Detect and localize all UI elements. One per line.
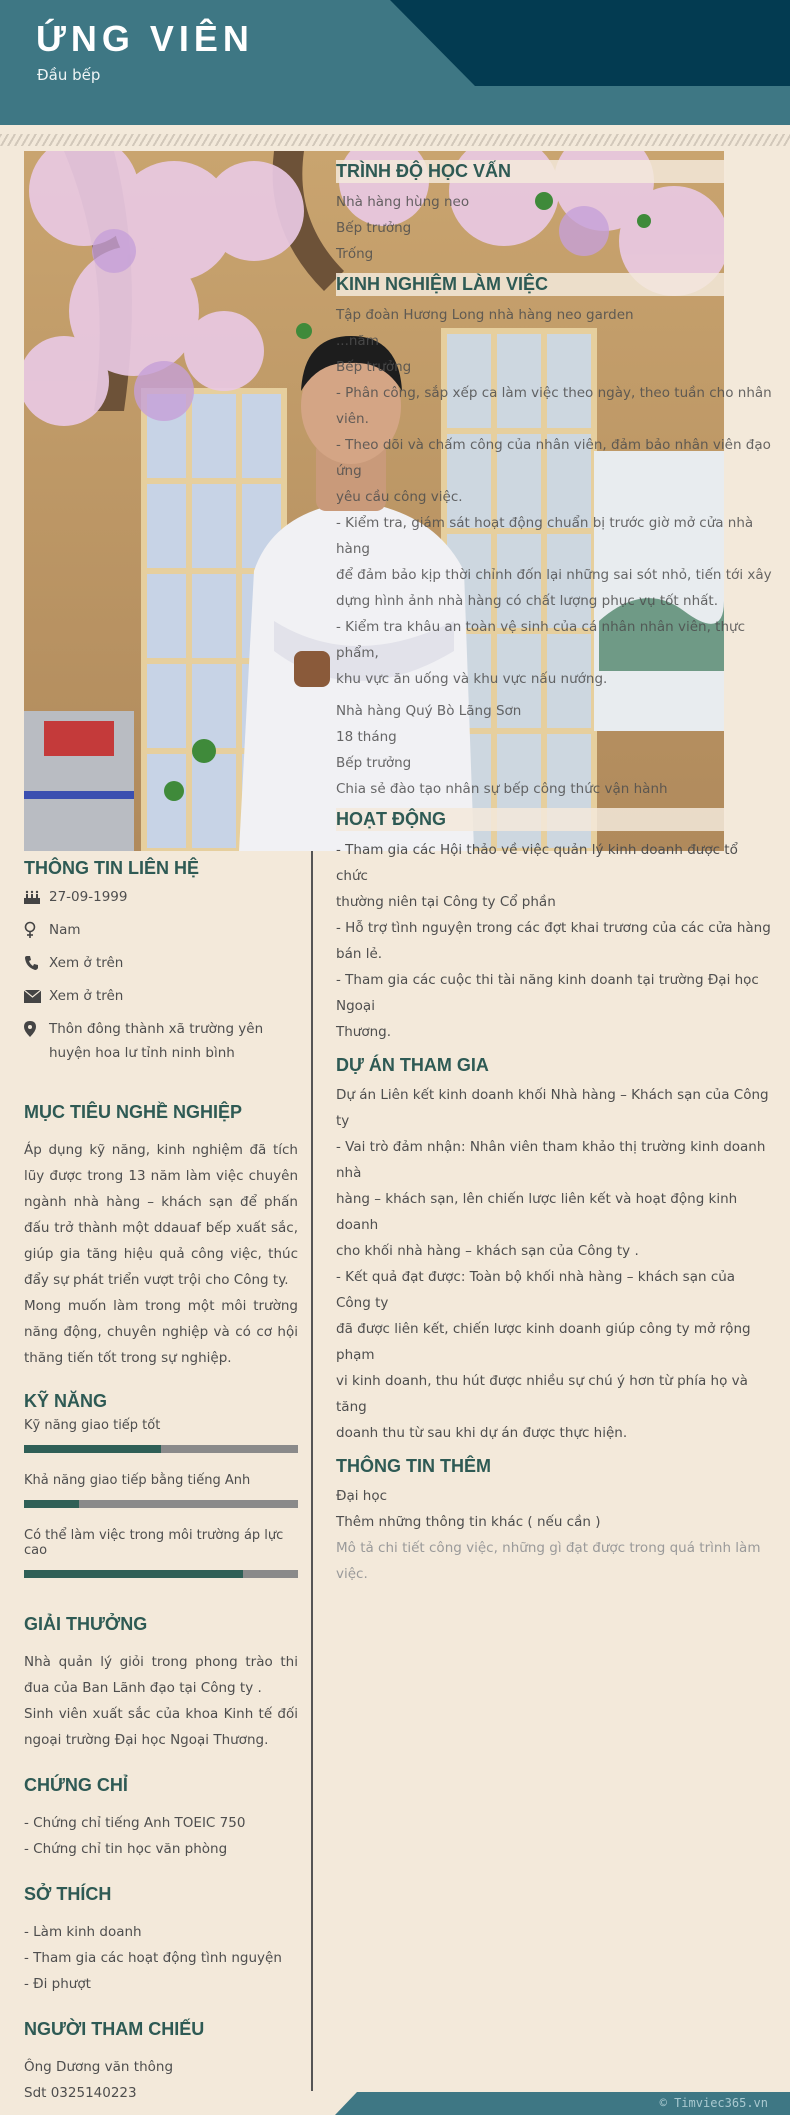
hobby-item: - Làm kinh doanh <box>24 1924 142 1940</box>
job-duration: 18 tháng <box>336 729 397 745</box>
reference-name: Ông Dương văn thông <box>24 2059 174 2075</box>
skill-bar-fill <box>24 1570 243 1578</box>
skill-bar-fill <box>24 1445 161 1453</box>
gender-icon <box>24 918 49 942</box>
job-detail-line: dựng hình ảnh nhà hàng có chất lượng phục vụ tốt nhất. <box>336 593 718 609</box>
job-detail-line: - Phân công, sắp xếp ca làm việc theo ngày, theo tuần cho nhân viên. <box>336 385 772 427</box>
project-line: Dự án Liên kết kinh doanh khối Nhà hàng – Khách sạn của Công ty <box>336 1087 769 1129</box>
contact-email <box>24 984 298 1008</box>
skill-label: Kỹ năng giao tiếp tốt <box>24 1418 161 1433</box>
references-heading: NGƯỜI THAM CHIẾU <box>24 2019 205 2039</box>
header-accent-shape <box>390 0 790 86</box>
birthday-cake-icon <box>24 885 49 909</box>
job-position: Bếp trưởng <box>336 755 412 771</box>
education-school: Nhà hàng hùng neo <box>336 194 470 210</box>
skill-label: Khả năng giao tiếp bằng tiếng Anh <box>24 1473 251 1488</box>
project-line: - Kết quả đạt được: Toàn bộ khối nhà hàng – khách sạn của Công ty <box>336 1269 736 1311</box>
contact-birthday <box>24 885 298 909</box>
activities-heading: HOẠT ĐỘNG <box>336 808 726 831</box>
decorative-stripe <box>0 134 790 146</box>
right-column <box>336 160 772 1587</box>
project-line: đã được liên kết, chiến lược kinh doanh giúp công ty mở rộng phạm <box>336 1321 751 1363</box>
job-duration: ...năm <box>336 333 379 349</box>
email-value: Xem ở trên <box>49 988 124 1004</box>
activity-line: - Hỗ trợ tình nguyện trong các đợt khai trương của các cửa hàng <box>336 920 771 936</box>
hobbies-heading: SỞ THÍCH <box>24 1884 112 1904</box>
skill-item <box>24 1418 298 1453</box>
awards-heading: GIẢI THƯỞNG <box>24 1614 148 1634</box>
objective-paragraph: Áp dụng kỹ năng, kinh nghiệm đã tích lũy được trong 13 năm làm việc chuyên ngành nhà hàng – khách sạn để phấn đấu trở thành một ddauaf bếp xuất sắc, giúp gia tăng hiệu quả công việc, thúc đẩy sự phát triển vượt trội cho Công ty. <box>24 1142 298 1288</box>
birthday-value: 27-09-1999 <box>49 889 128 905</box>
cv-header <box>0 0 790 125</box>
award-paragraph: Sinh viên xuất sắc của khoa Kinh tế đối ngoại trường Đại học Ngoại Thương. <box>24 1706 298 1748</box>
project-line: vi kinh doanh, thu hút được nhiều sự chú ý hơn từ phía họ và tăng <box>336 1373 748 1415</box>
certificate-item: - Chứng chỉ tin học văn phòng <box>24 1841 228 1857</box>
footer-watermark: © Timviec365.vn <box>659 2096 768 2110</box>
hobby-item: - Đi phượt <box>24 1976 91 1992</box>
education-grade: Trống <box>336 246 374 262</box>
more-info-hint: Mô tả chi tiết công việc, những gì đạt được trong quá trình làm việc. <box>336 1540 761 1582</box>
job-detail-line: Chia sẻ đào tạo nhân sự bếp công thức vận hành <box>336 781 668 797</box>
objective-paragraph: Mong muốn làm trong một môi trường năng động, chuyên nghiệp và có cơ hội thăng tiến tốt trong sự nghiệp. <box>24 1298 298 1366</box>
hobby-item: - Tham gia các hoạt động tình nguyện <box>24 1950 282 1966</box>
skill-label: Có thể làm việc trong môi trường áp lực cao <box>24 1528 284 1558</box>
address-value: Thôn đông thành xã trường yên huyện hoa lư tỉnh ninh bình <box>49 1021 264 1061</box>
contact-phone <box>24 951 298 975</box>
certificate-item: - Chứng chỉ tiếng Anh TOEIC 750 <box>24 1815 246 1831</box>
contact-gender <box>24 918 298 942</box>
job-detail-line: yêu cầu công việc. <box>336 489 463 505</box>
skill-bar <box>24 1570 298 1578</box>
activity-line: - Tham gia các cuộc thi tài năng kinh doanh tại trường Đại học Ngoại <box>336 972 759 1014</box>
phone-icon <box>24 951 49 975</box>
activity-line: Thương. <box>336 1024 392 1040</box>
skill-bar-fill <box>24 1500 79 1508</box>
project-line: cho khối nhà hàng – khách sạn của Công ty . <box>336 1243 639 1259</box>
project-line: - Vai trò đảm nhận: Nhân viên tham khảo thị trường kinh doanh nhà <box>336 1139 766 1181</box>
map-pin-icon <box>24 1017 49 1041</box>
project-line: doanh thu từ sau khi dự án được thực hiện. <box>336 1425 628 1441</box>
education-heading: TRÌNH ĐỘ HỌC VẤN <box>336 160 726 183</box>
skill-bar <box>24 1500 298 1508</box>
skill-item <box>24 1473 298 1508</box>
activity-line: bán lẻ. <box>336 946 383 962</box>
job-detail-line: - Kiểm tra, giám sát hoạt động chuẩn bị trước giờ mở cửa nhà hàng <box>336 515 754 557</box>
candidate-name: ỨNG VIÊN <box>36 18 254 59</box>
job-detail-line: - Kiểm tra khâu an toàn vệ sinh của cá nhân nhân viên, thực phẩm, <box>336 619 745 661</box>
experience-heading: KINH NGHIỆM LÀM VIỆC <box>336 273 726 296</box>
job-company: Tập đoàn Hương Long nhà hàng neo garden <box>336 307 634 323</box>
candidate-role: Đầu bếp <box>37 66 101 84</box>
job-detail-line: - Theo dõi và chấm công của nhân viên, đảm bảo nhân viên đạo ứng <box>336 437 771 479</box>
gender-value: Nam <box>49 922 81 938</box>
activity-line: - Tham gia các Hội thảo về việc quản lý kinh doanh được tổ chức <box>336 842 738 884</box>
skill-bar <box>24 1445 298 1453</box>
cv-footer <box>0 2092 790 2115</box>
job-position: Bếp trưởng <box>336 359 412 375</box>
job-company: Nhà hàng Quý Bò Lãng Sơn <box>336 703 522 719</box>
envelope-icon <box>24 984 49 1008</box>
award-paragraph: Nhà quản lý giỏi trong phong trào thi đua của Ban Lãnh đạo tại Công ty . <box>24 1654 298 1696</box>
skills-heading: KỸ NĂNG <box>24 1391 108 1411</box>
experience-list <box>336 302 772 802</box>
more-info-line: Đại học <box>336 1488 388 1504</box>
projects-heading: DỰ ÁN THAM GIA <box>336 1055 489 1075</box>
job-detail-line: khu vực ăn uống và khu vực nấu nướng. <box>336 671 608 687</box>
contact-heading: THÔNG TIN LIÊN HỆ <box>24 858 199 878</box>
skill-item <box>24 1528 298 1578</box>
contact-address <box>24 1017 298 1065</box>
activity-line: thường niên tại Công ty Cổ phần <box>336 894 556 910</box>
column-divider <box>311 851 313 2091</box>
activities-list <box>336 837 772 1045</box>
left-column <box>24 858 298 2106</box>
more-info-line: Thêm những thông tin khác ( nếu cần ) <box>336 1514 601 1530</box>
job-detail-line: để đảm bảo kịp thời chỉnh đốn lại những sai sót nhỏ, tiến tới xây <box>336 567 772 583</box>
education-major: Bếp trưởng <box>336 220 412 236</box>
more-info-heading: THÔNG TIN THÊM <box>336 1456 491 1476</box>
objective-heading: MỤC TIÊU NGHỀ NGHIỆP <box>24 1102 243 1122</box>
project-line: hàng – khách sạn, lên chiến lược liên kết và hoạt động kinh doanh <box>336 1191 738 1233</box>
phone-value: Xem ở trên <box>49 955 124 971</box>
reference-phone: Sdt 0325140223 <box>24 2085 137 2101</box>
certificates-heading: CHỨNG CHỈ <box>24 1775 128 1795</box>
projects-list <box>336 1082 772 1446</box>
